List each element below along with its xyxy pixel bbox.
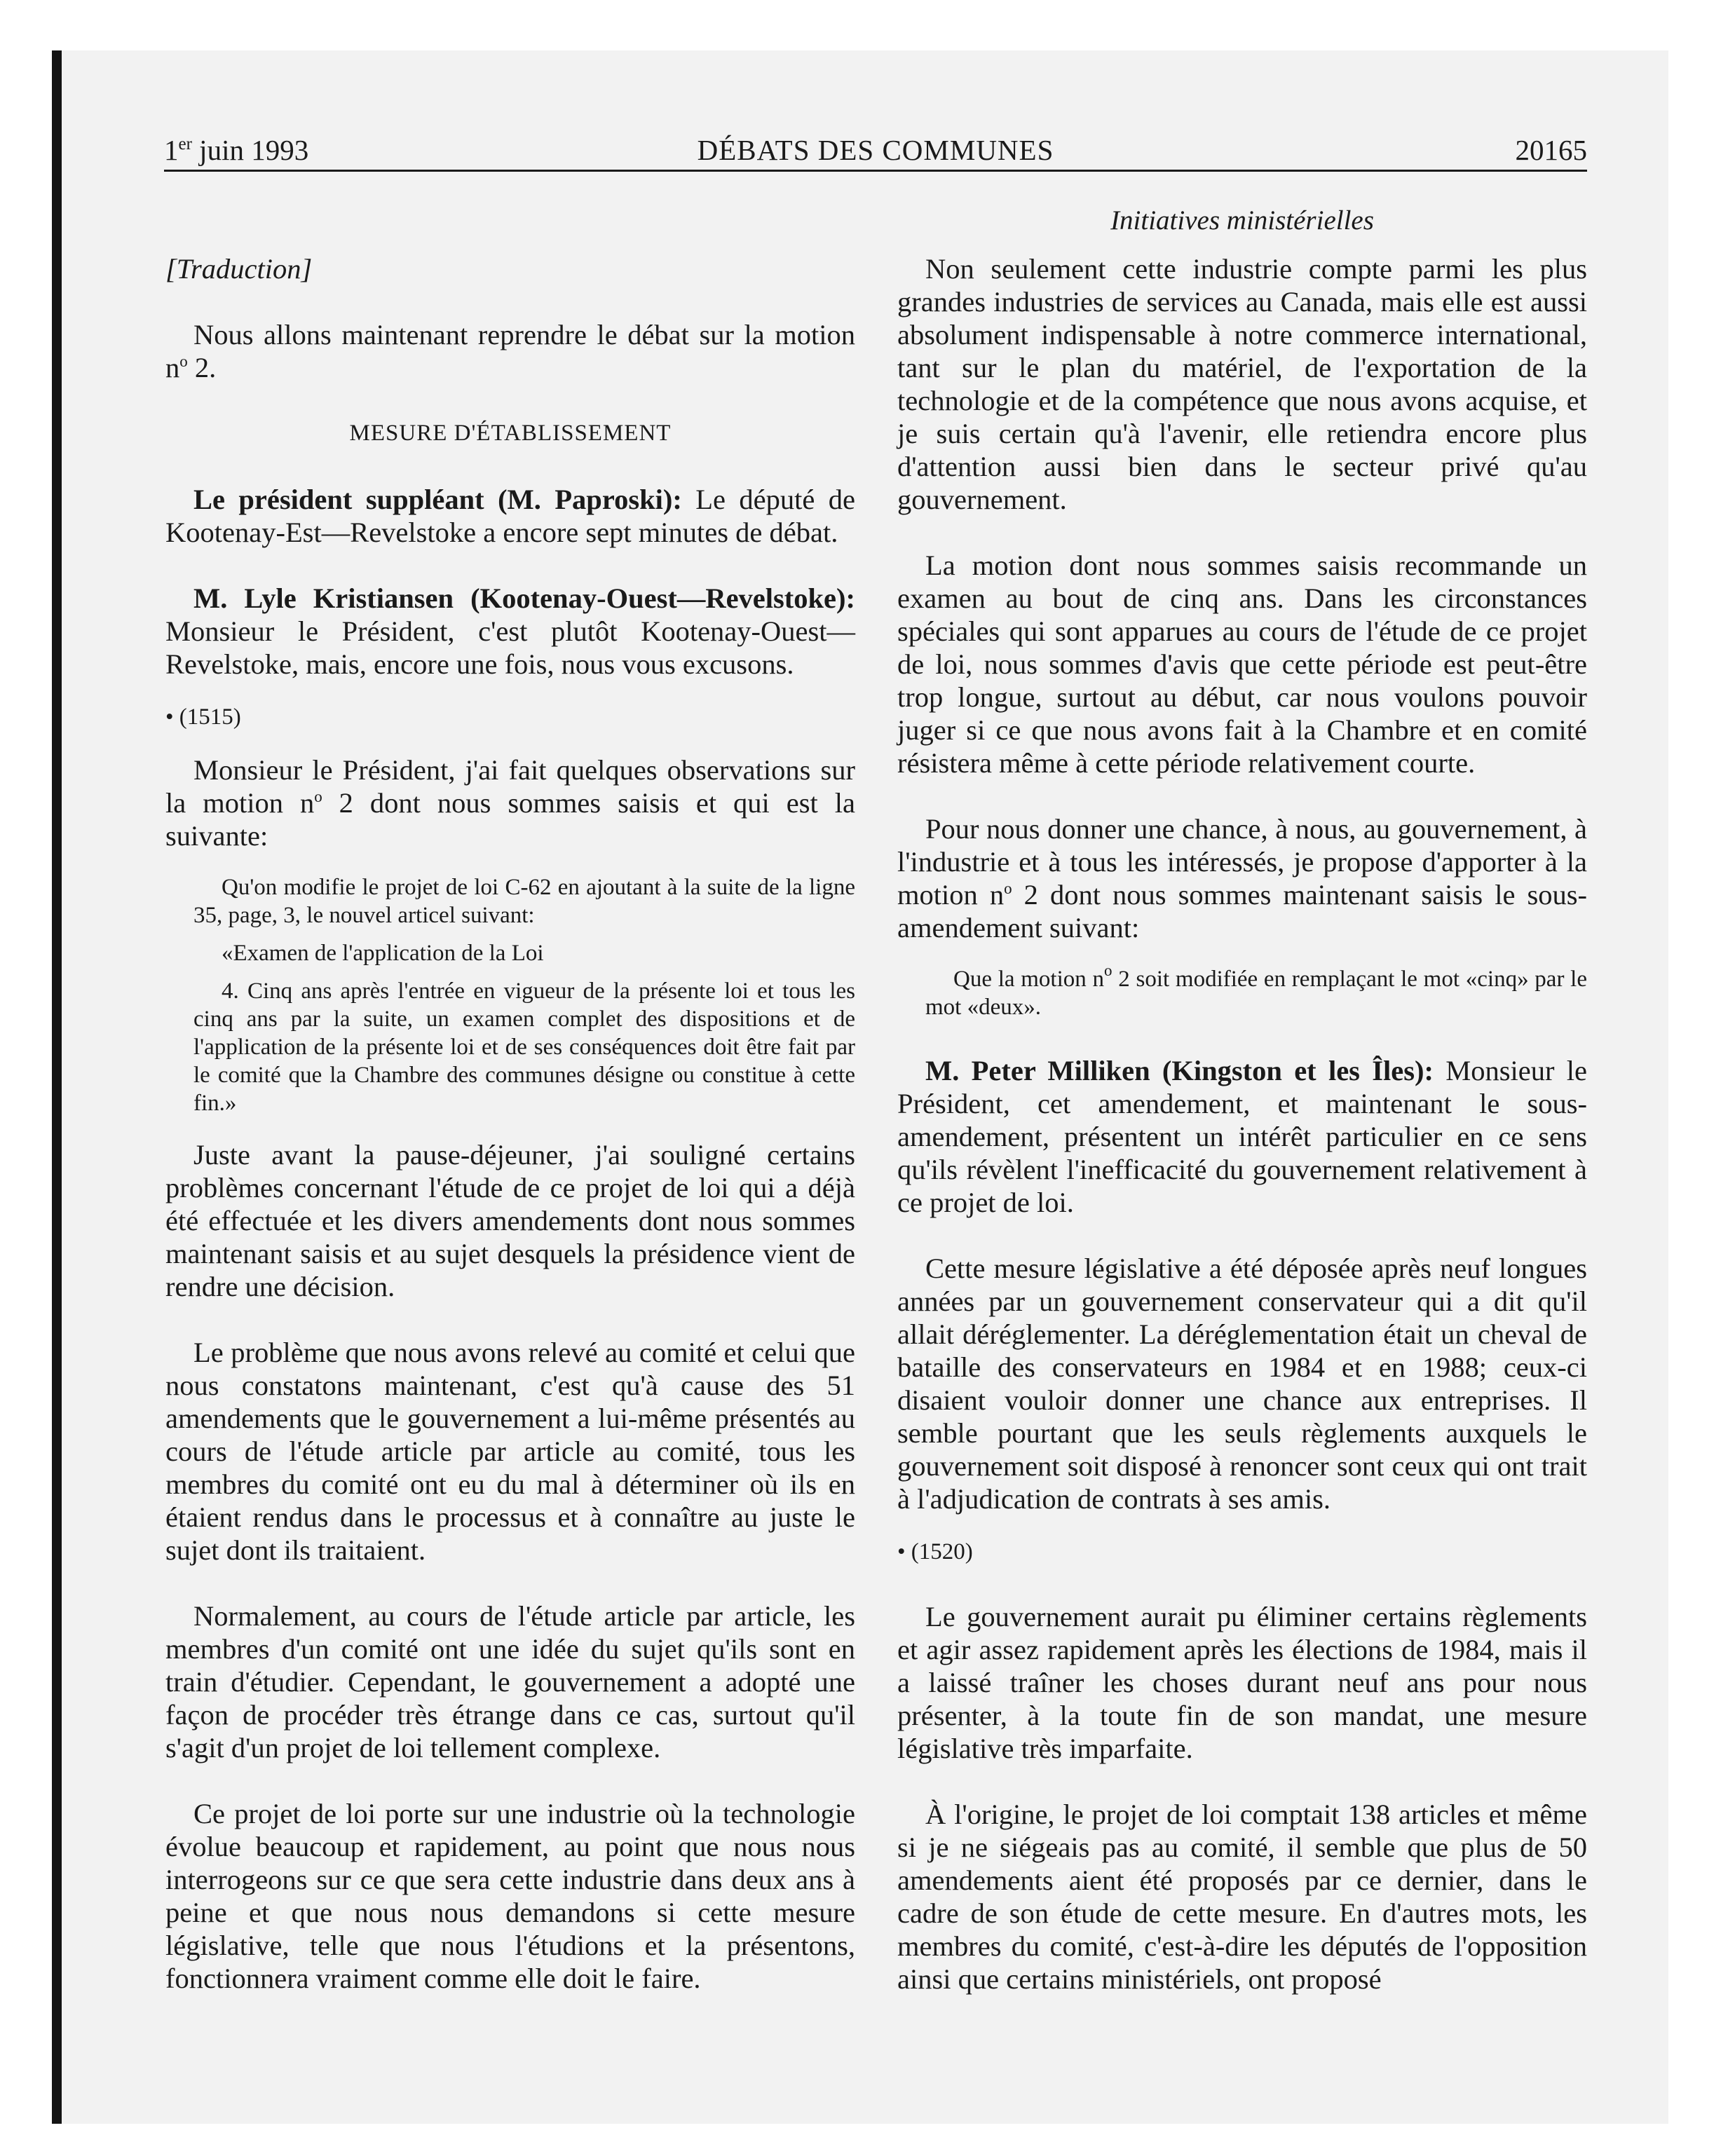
speaker-name: M. Peter Milliken (Kingston et les Îles): (925, 1055, 1434, 1086)
paragraph: Le problème que nous avons relevé au comité et celui que nous constatons maintenant, c'est qu'à cause des 51 amendements que le gouvernement a lui-même présentés au cours de l'étude article par article au comité, tous les membres du comité ont eu du mal à déterminer où ils en étaient rendus dans le processus et à connaître au juste le sujet dont ils traitaient. (165, 1337, 855, 1566)
paragraph: Ce projet de loi porte sur une industrie où la technologie évolue beaucoup et rapidement, au point que nous nous interrogeons sur ce que sera cette industrie dans deux ans à peine et que nous nous demandons si cette mesure législative, telle que nous l'étudions et la présentons, fonctionnera vraiment comme elle doit le faire. (165, 1798, 855, 1994)
page-header (164, 130, 1587, 170)
scan-edge (52, 50, 62, 2124)
quote-line: Que la motion $n^o$ 2 soit modifiée en remplaçant le mot «cinq» par le mot «deux». (925, 962, 1587, 1020)
paragraph: Cette mesure législative a été déposée après neuf longues années par un gouvernement conservateur qui a dit qu'il allait déréglementer. La déréglementation était un cheval de bataille des conservateurs en 1984 et en 1988; ceux-ci disaient vouloir donner une chance aux entreprises. Il semble pourtant que les seuls règlements auxquels le gouvernement soit disposé à renoncer sont ceux qui ont trait à l'adjudication de contrats à ses amis. (897, 1253, 1587, 1515)
header-rule (164, 170, 1587, 172)
paragraph: Nous allons maintenant reprendre le débat sur la motion $n^o$ 2. (165, 319, 855, 383)
paragraph: Le président suppléant (M. Paproski): Le député de Kootenay-Est—Revelstoke a encore sept minutes de débat. (165, 484, 855, 548)
translation-tag: [Traduction] (165, 253, 313, 285)
quoted-subamendment (897, 962, 1587, 1021)
quote-line: «Examen de l'application de la Loi (222, 941, 544, 966)
time-marker: • (1520) (897, 1539, 973, 1564)
section-heading: Initiatives ministérielles (1110, 205, 1374, 236)
header-title: DÉBATS DES COMMUNES (697, 134, 1054, 166)
paragraph: M. Peter Milliken (Kingston et les Îles): Monsieur le Président, cet amendement, et maintenant le sous-amendement, présentent un intérêt particulier en ce sens qu'ils révèlent l'inefficacité du gouvernement relativement à ce projet de loi. (897, 1055, 1588, 1218)
speaker-name: M. Lyle Kristiansen (Kootenay-Ouest—Revelstoke): (193, 582, 855, 614)
paragraph: Non seulement cette industrie compte parmi les plus grandes industries de services au Canada, mais elle est aussi absolument indispensable à notre commerce international, tant sur le plan du matériel, de l'exportation de la technologie et de la compétence que nous avons acquise, et je suis certain qu'à l'avenir, elle retiendra encore plus d'attention aussi bien dans le secteur privé qu'au gouvernement. (897, 253, 1587, 515)
quote-line: 4. Cinq ans après l'entrée en vigueur de la présente loi et tous les cinq ans par la suite, un examen complet des dispositions et de l'application de la présente loi et de ses conséquences doit être fait par le comité que la Chambre des communes désigne ou constitue à cette fin.» (193, 978, 855, 1116)
left-column (165, 252, 855, 1995)
time-marker: • (1515) (165, 704, 241, 730)
paragraph: La motion dont nous sommes saisis recommande un examen au bout de cinq ans. Dans les circonstances spéciales qui sont apparues au cours de l'étude de ce projet de loi, nous sommes d'avis que cette période est peut-être trop longue, surtout au début, car nous voulons pouvoir juger si ce que nous avons fait à la Chambre et en comité résistera même à cette période relativement courte. (897, 550, 1587, 779)
right-column (897, 252, 1587, 1995)
speaker-name: Le président suppléant (M. Paproski): (193, 484, 682, 515)
paragraph: Normalement, au cours de l'étude article par article, les membres d'un comité ont une idée du sujet qu'ils sont en train d'étudier. Cependant, le gouvernement a adopté une façon de procéder très étrange dans ce cas, surtout qu'il s'agit d'un projet de loi tellement complexe. (165, 1600, 855, 1763)
paragraph: Juste avant la pause-déjeuner, j'ai souligné certains problèmes concernant l'étude de ce projet de loi qui a déjà été effectuée et les divers amendements dont nous sommes maintenant saisis et au sujet desquels la présidence vient de rendre une décision. (165, 1139, 855, 1302)
subheading: MESURE D'ÉTABLISSEMENT (349, 421, 672, 446)
paragraph: M. Lyle Kristiansen (Kootenay-Ouest—Revelstoke): Monsieur le Président, c'est plutôt Kootenay-Ouest—Revelstoke, mais, encore une fois, nous vous excusons. (165, 582, 855, 680)
paragraph: Pour nous donner une chance, à nous, au gouvernement, à l'industrie et à tous les intéressés, je propose d'apporter à la motion $n^o$ 2 dont nous sommes maintenant saisis le sous-amendement suivant: (897, 813, 1588, 943)
paragraph: Monsieur le Président, j'ai fait quelques observations sur la motion $n^o$ 2 dont nous sommes saisis et qui est la suivante: (165, 754, 855, 852)
paragraph: Le gouvernement aurait pu éliminer certains règlements et agir assez rapidement après les élections de 1984, mais il a laissé traîner les choses durant neuf ans pour nous présenter, à la toute fin de son mandat, une mesure législative très imparfaite. (897, 1601, 1587, 1764)
quoted-motion (165, 873, 855, 1117)
header-date: 1er juin 1993 (164, 134, 309, 166)
paragraph: À l'origine, le projet de loi comptait 138 articles et même si je ne siégeais pas au comité, il semble que plus de 50 amendements aient été proposés par ce dernier, dans le cadre de son étude de cette mesure. En d'autres mots, les membres du comité, c'est-à-dire les députés de l'opposition ainsi que certains ministériels, ont proposé (897, 1799, 1587, 1995)
quote-line: Qu'on modifie le projet de loi C-62 en ajoutant à la suite de la ligne 35, page, 3, le nouvel articel suivant: (193, 875, 855, 928)
page-number: 20165 (1515, 134, 1587, 166)
